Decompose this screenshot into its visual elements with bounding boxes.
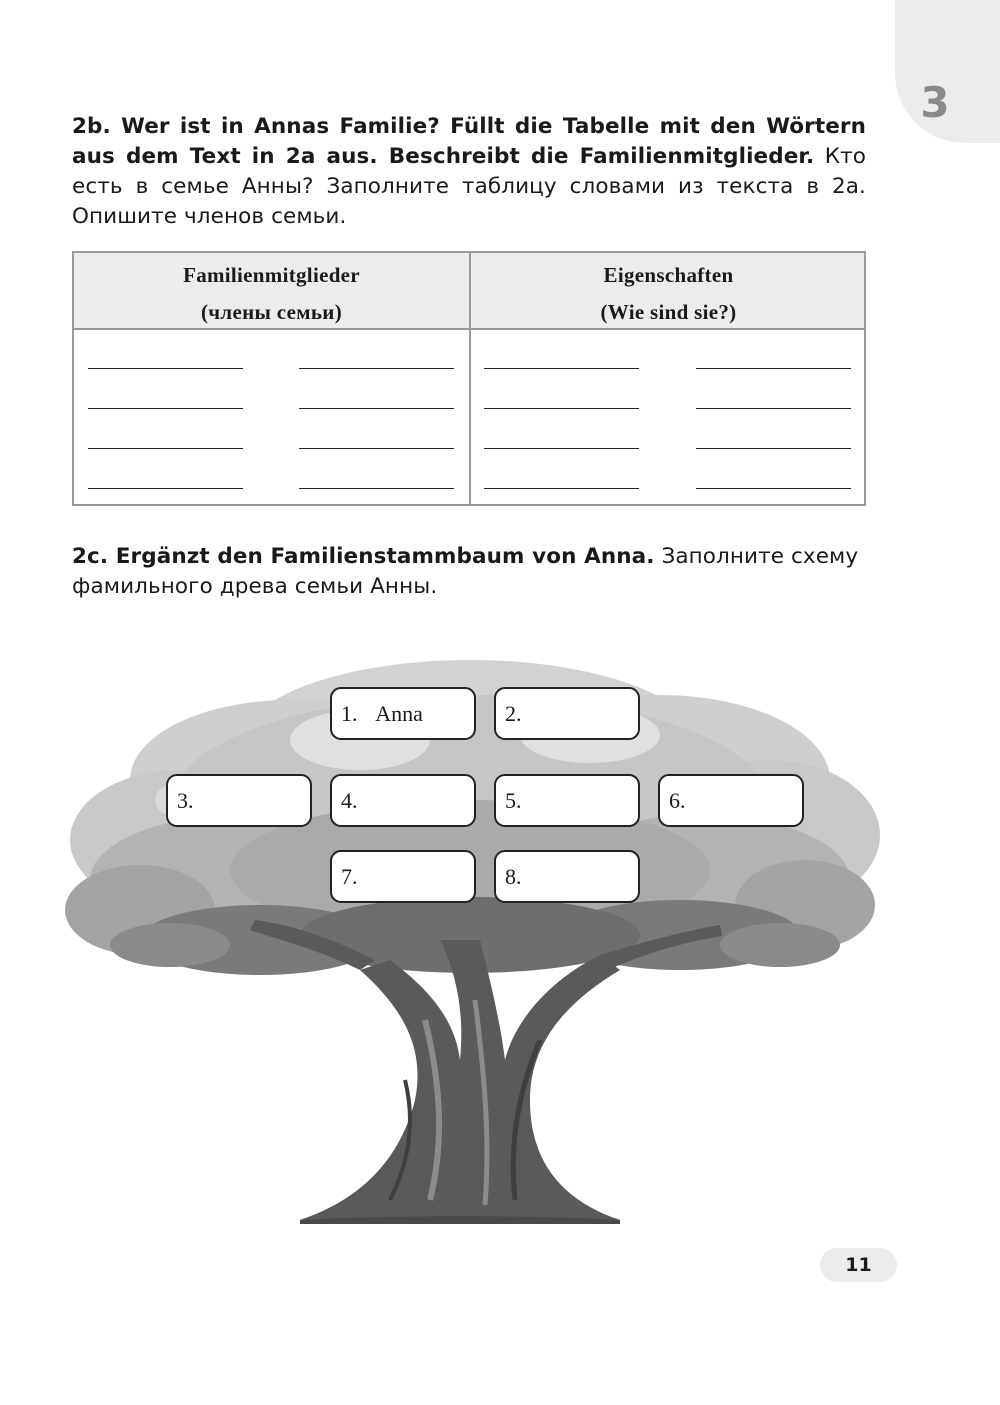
- blank-answer-line[interactable]: [299, 368, 454, 369]
- blank-answer-line[interactable]: [696, 368, 851, 369]
- tree-slot-5[interactable]: [494, 774, 640, 827]
- blank-answer-line[interactable]: [484, 368, 639, 369]
- header-subtitle: (члены семьи): [201, 300, 342, 324]
- blank-answer-line[interactable]: [299, 448, 454, 449]
- slot-number: 6.: [669, 788, 686, 813]
- slot-number: 3.: [177, 788, 194, 813]
- blank-answer-line[interactable]: [299, 488, 454, 489]
- blank-answer-line[interactable]: [88, 408, 243, 409]
- task-2b-text-ru: Кто есть в семье Анны? Заполните таблицу словами из текста в 2a. Опишите членов семьи.: [72, 144, 867, 229]
- table-header-properties: [471, 257, 866, 331]
- task-2c-instructions: [72, 542, 866, 602]
- chapter-number: 3: [920, 78, 950, 127]
- slot-number: 2.: [505, 701, 522, 726]
- blank-answer-line[interactable]: [696, 448, 851, 449]
- task-2b-text-de: 2b. Wer ist in Annas Familie? Füllt die Tabelle mit den Wörtern aus dem Text in 2a aus. Beschreibt die Familienmitglieder.: [72, 114, 866, 169]
- blank-answer-line[interactable]: [88, 368, 243, 369]
- header-title: Eigenschaften: [603, 263, 734, 287]
- family-members-table: [72, 251, 866, 506]
- blank-answer-line[interactable]: [299, 408, 454, 409]
- blank-answer-line[interactable]: [696, 408, 851, 409]
- tree-slot-2[interactable]: [494, 687, 640, 740]
- header-title: Familienmitglieder: [183, 263, 360, 287]
- blank-answer-line[interactable]: [88, 488, 243, 489]
- tree-slot-7[interactable]: [330, 850, 476, 903]
- tree-slot-1[interactable]: [330, 687, 476, 740]
- header-subtitle: (Wie sind sie?): [600, 300, 737, 324]
- table-header-family-members: [74, 257, 469, 331]
- slot-number: 4.: [341, 788, 358, 813]
- blank-answer-line[interactable]: [484, 448, 639, 449]
- blank-answer-line[interactable]: [484, 488, 639, 489]
- page-number: 11: [820, 1248, 897, 1282]
- tree-slot-4[interactable]: [330, 774, 476, 827]
- tree-slot-3[interactable]: [166, 774, 312, 827]
- blank-answer-line[interactable]: [696, 488, 851, 489]
- slot-number: 1.: [341, 701, 358, 726]
- slot-number: 5.: [505, 788, 522, 813]
- slot-number: 8.: [505, 864, 522, 889]
- task-2c-text-ru: Заполните схему фамильного древа семьи Анны.: [72, 544, 859, 599]
- tree-slot-6[interactable]: [658, 774, 804, 827]
- tree-slot-8[interactable]: [494, 850, 640, 903]
- task-2b-instructions: [72, 112, 866, 232]
- task-2c-text-de: 2c. Ergänzt den Familienstammbaum von Anna.: [72, 544, 655, 569]
- blank-answer-line[interactable]: [88, 448, 243, 449]
- slot-value: Anna: [375, 701, 423, 726]
- slot-number: 7.: [341, 864, 358, 889]
- blank-answer-line[interactable]: [484, 408, 639, 409]
